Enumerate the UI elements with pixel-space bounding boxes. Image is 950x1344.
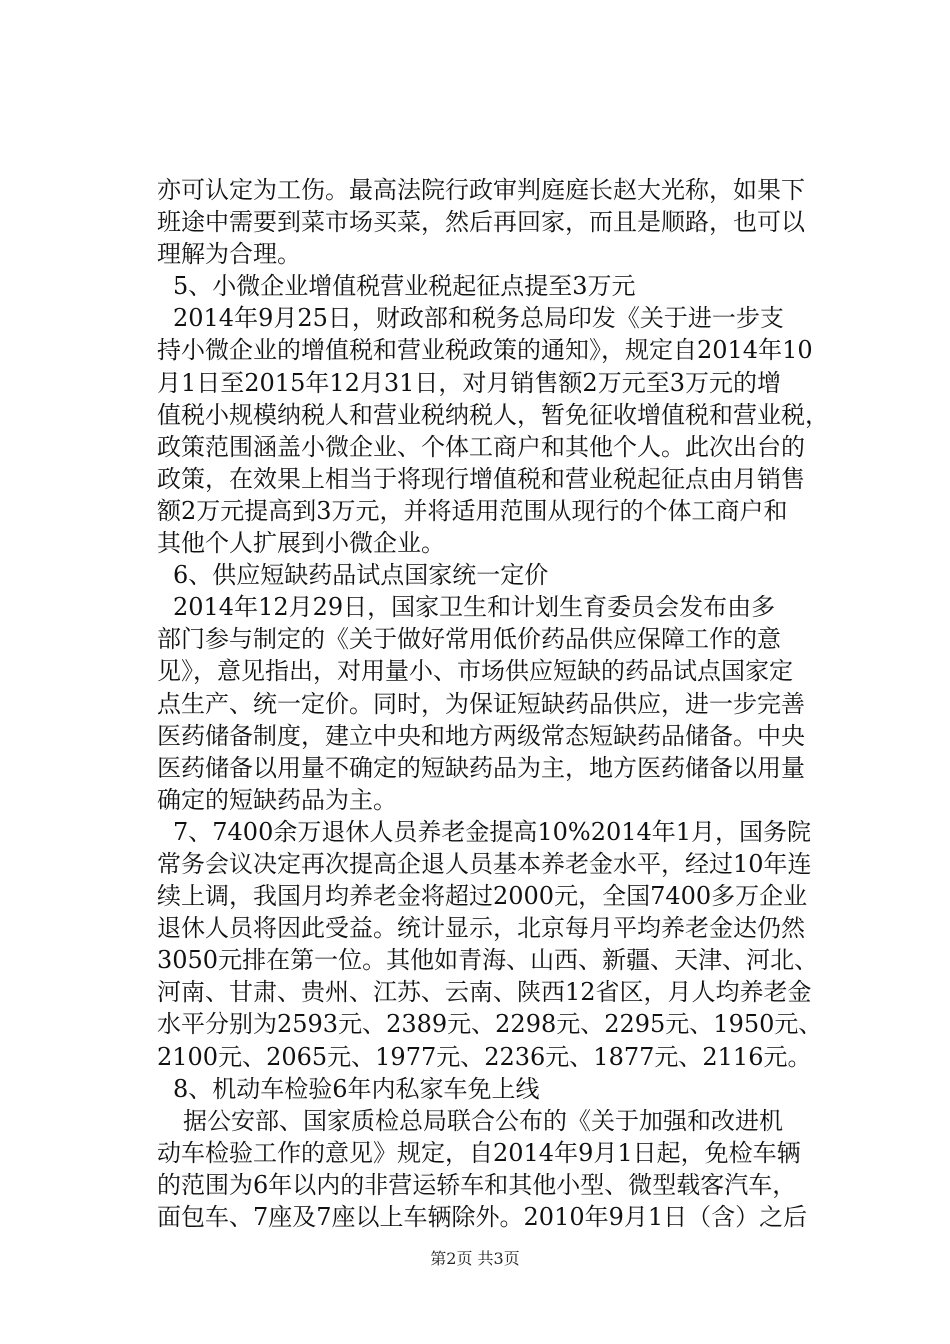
text-line: 医药储备制度，建立中央和地方两级常态短缺药品储备。中央 bbox=[157, 721, 805, 750]
text-line: 部门参与制定的《关于做好常用低价药品供应保障工作的意 bbox=[157, 625, 781, 654]
text-line: 政策，在效果上相当于将现行增值税和营业税起征点由月销售 bbox=[157, 464, 805, 493]
text-line: 2014年12月29日，国家卫生和计划生育委员会发布由多 bbox=[173, 593, 776, 622]
text-line: 常务会议决定再次提高企退人员基本养老金水平，经过10年连 bbox=[157, 849, 812, 878]
text-line: 确定的短缺药品为主。 bbox=[157, 785, 397, 814]
text-line: 据公安部、国家质检总局联合公布的《关于加强和改进机 bbox=[183, 1106, 783, 1135]
text-line: 值税小规模纳税人和营业税纳税人，暂免征收增值税和营业税， bbox=[157, 400, 829, 429]
text-line: 的范围为6年以内的非营运轿车和其他小型、微型载客汽车， bbox=[157, 1170, 797, 1199]
section-heading: 6、供应短缺药品试点国家统一定价 bbox=[173, 561, 549, 590]
text-line: 点生产、统一定价。同时，为保证短缺药品供应，进一步完善 bbox=[157, 689, 805, 718]
text-line: 面包车、7座及7座以上车辆除外。2010年9月1日（含）之后 bbox=[157, 1203, 808, 1231]
section-heading: 8、机动车检验6年内私家车免上线 bbox=[173, 1074, 540, 1103]
text-line: 2100元、2065元、1977元、2236元、1877元、2116元。 bbox=[157, 1042, 812, 1071]
text-line: 医药储备以用量不确定的短缺药品为主，地方医药储备以用量 bbox=[157, 753, 805, 782]
text-line: 动车检验工作的意见》规定，自2014年9月1日起，免检车辆 bbox=[157, 1138, 801, 1167]
body-text bbox=[157, 174, 835, 1233]
text-line: 2014年9月25日，财政部和税务总局印发《关于进一步支 bbox=[173, 304, 784, 333]
text-line: 3050元排在第一位。其他如青海、山西、新疆、天津、河北、 bbox=[157, 946, 819, 975]
text-line: 月1日至2015年12月31日，对月销售额2万元至3万元的增 bbox=[157, 368, 781, 397]
text-line: 续上调，我国月均养老金将超过2000元，全国7400多万企业 bbox=[157, 882, 808, 911]
text-line: 其他个人扩展到小微企业。 bbox=[157, 529, 445, 558]
text-line: 水平分别为2593元、2389元、2298元、2295元、1950元、 bbox=[157, 1010, 823, 1039]
text-line: 理解为合理。 bbox=[157, 240, 301, 269]
text-line: 退休人员将因此受益。统计显示，北京每月平均养老金达仍然 bbox=[157, 914, 805, 943]
text-line: 政策范围涵盖小微企业、个体工商户和其他个人。此次出台的 bbox=[157, 432, 805, 461]
section-heading: 7、7400余万退休人员养老金提高10%2014年1月，国务院 bbox=[173, 817, 812, 846]
text-line: 额2万元提高到3万元，并将适用范围从现行的个体工商户和 bbox=[157, 496, 788, 525]
page-footer: 第2页 共3页 bbox=[430, 1249, 520, 1268]
text-line: 班途中需要到菜市场买菜，然后再回家，而且是顺路，也可以 bbox=[157, 208, 805, 237]
text-line: 河南、甘肃、贵州、江苏、云南、陕西12省区，月人均养老金 bbox=[157, 978, 812, 1007]
text-line: 亦可认定为工伤。最高法院行政审判庭庭长赵大光称，如果下 bbox=[157, 176, 805, 204]
text-line: 持小微企业的增值税和营业税政策的通知》，规定自2014年10 bbox=[157, 336, 813, 365]
section-heading: 5、小微企业增值税营业税起征点提至3万元 bbox=[173, 272, 636, 301]
text-line: 见》，意见指出，对用量小、市场供应短缺的药品试点国家定 bbox=[157, 657, 793, 686]
